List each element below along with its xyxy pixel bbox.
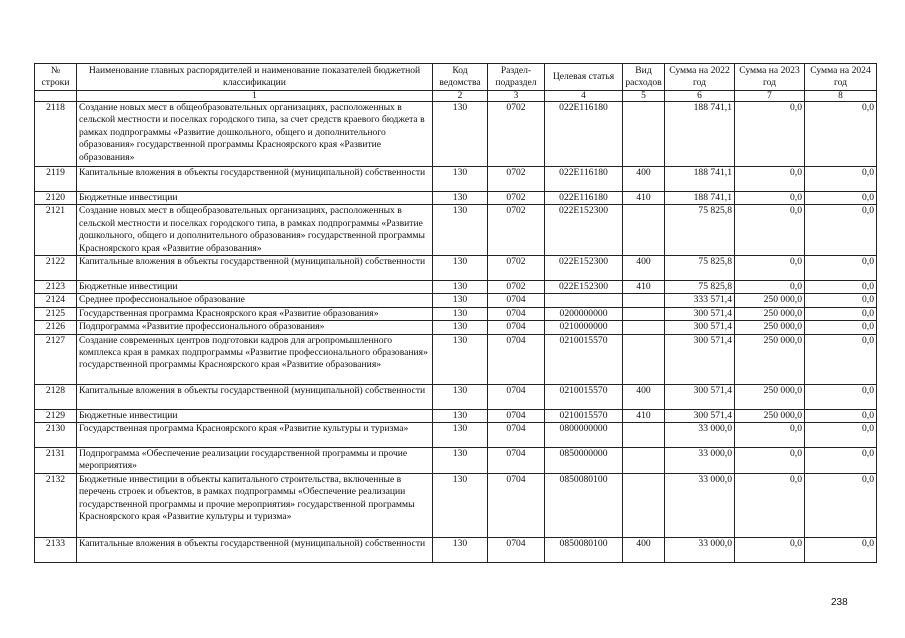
row-expense-type <box>623 102 665 167</box>
row-target-article: 022E152300 <box>545 256 623 281</box>
row-number: 2128 <box>35 384 77 409</box>
column-number-row <box>35 91 877 102</box>
row-sum-2022: 300 571,4 <box>665 307 735 320</box>
row-sum-2023: 250 000,0 <box>735 294 805 307</box>
table-header <box>35 64 877 102</box>
column-number: 6 <box>665 91 735 102</box>
row-sum-2024: 0,0 <box>805 423 877 448</box>
budget-table <box>34 63 877 563</box>
column-number: 2 <box>433 91 488 102</box>
row-number: 2122 <box>35 256 77 281</box>
column-number: 1 <box>77 91 433 102</box>
row-target-article: 022E116180 <box>545 167 623 192</box>
column-number: 5 <box>623 91 665 102</box>
header-dept-code: Код ведомства <box>433 64 488 91</box>
row-sum-2023: 0,0 <box>735 423 805 448</box>
row-name: Бюджетные инвестиции <box>77 192 433 205</box>
row-sum-2023: 0,0 <box>735 448 805 474</box>
row-section: 0704 <box>488 409 545 422</box>
row-sum-2024: 0,0 <box>805 321 877 334</box>
row-sum-2023: 0,0 <box>735 192 805 205</box>
table-row <box>35 537 877 562</box>
row-name: Создание новых мест в общеобразовательных организациях, расположенных в сельской местности и поселках городского типа, в рамках подпрограммы «Развитие дошкольного, общего и дополнительного образования» государственной программы Красноярского края «Развитие образования» <box>77 205 433 256</box>
row-sum-2022: 33 000,0 <box>665 473 735 537</box>
row-number: 2131 <box>35 448 77 474</box>
row-section: 0702 <box>488 192 545 205</box>
row-number: 2126 <box>35 321 77 334</box>
table-row <box>35 448 877 474</box>
header-sum-2022: Сумма на 2022 год <box>665 64 735 91</box>
row-dept-code: 130 <box>433 294 488 307</box>
row-sum-2024: 0,0 <box>805 102 877 167</box>
row-section: 0704 <box>488 307 545 320</box>
table-row <box>35 321 877 334</box>
row-name: Капитальные вложения в объекты государственной (муниципальной) собственности <box>77 167 433 192</box>
header-name: Наименование главных распорядителей и наименование показателей бюджетной классификации <box>77 64 433 91</box>
row-dept-code: 130 <box>433 448 488 474</box>
row-expense-type <box>623 294 665 307</box>
row-target-article: 022E152300 <box>545 205 623 256</box>
header-row <box>35 64 877 91</box>
row-section: 0704 <box>488 537 545 562</box>
header-sum-2024: Сумма на 2024 год <box>805 64 877 91</box>
row-expense-type: 400 <box>623 167 665 192</box>
row-sum-2024: 0,0 <box>805 334 877 384</box>
row-target-article: 022E116180 <box>545 192 623 205</box>
row-section: 0702 <box>488 102 545 167</box>
row-sum-2024: 0,0 <box>805 294 877 307</box>
row-number: 2129 <box>35 409 77 422</box>
row-sum-2022: 300 571,4 <box>665 321 735 334</box>
table-row <box>35 102 877 167</box>
row-number: 2132 <box>35 473 77 537</box>
row-target-article: 022E116180 <box>545 102 623 167</box>
row-name: Капитальные вложения в объекты государственной (муниципальной) собственности <box>77 256 433 281</box>
row-number: 2119 <box>35 167 77 192</box>
row-section: 0702 <box>488 205 545 256</box>
column-number: 8 <box>805 91 877 102</box>
row-sum-2022: 75 825,8 <box>665 256 735 281</box>
row-sum-2023: 250 000,0 <box>735 334 805 384</box>
row-expense-type <box>623 307 665 320</box>
row-dept-code: 130 <box>433 409 488 422</box>
row-name: Бюджетные инвестиции в объекты капитального строительства, включенные в перечень строек и объектов, в рамках подпрограммы «Обеспечение реализации государственной программы и прочие мероприятия» государственной программы Красноярского края «Развитие культуры и туризма» <box>77 473 433 537</box>
table-row <box>35 334 877 384</box>
row-expense-type: 400 <box>623 384 665 409</box>
row-sum-2022: 33 000,0 <box>665 448 735 474</box>
row-number: 2118 <box>35 102 77 167</box>
table-row <box>35 423 877 448</box>
row-sum-2023: 0,0 <box>735 281 805 294</box>
row-sum-2023: 250 000,0 <box>735 307 805 320</box>
row-dept-code: 130 <box>433 256 488 281</box>
row-number: 2120 <box>35 192 77 205</box>
row-dept-code: 130 <box>433 321 488 334</box>
header-section: Раздел-подраздел <box>488 64 545 91</box>
row-dept-code: 130 <box>433 281 488 294</box>
table-row <box>35 256 877 281</box>
row-section: 0704 <box>488 334 545 384</box>
row-expense-type: 400 <box>623 537 665 562</box>
column-number <box>35 91 77 102</box>
table-row <box>35 409 877 422</box>
row-name: Государственная программа Красноярского края «Развитие образования» <box>77 307 433 320</box>
row-target-article: 0210015570 <box>545 334 623 384</box>
row-expense-type <box>623 423 665 448</box>
row-expense-type <box>623 334 665 384</box>
row-name: Государственная программа Красноярского края «Развитие культуры и туризма» <box>77 423 433 448</box>
row-sum-2024: 0,0 <box>805 384 877 409</box>
row-name: Подпрограмма «Обеспечение реализации государственной программы и прочие мероприятия» <box>77 448 433 474</box>
row-section: 0704 <box>488 473 545 537</box>
row-section: 0702 <box>488 256 545 281</box>
row-sum-2023: 250 000,0 <box>735 321 805 334</box>
row-name: Капитальные вложения в объекты государственной (муниципальной) собственности <box>77 537 433 562</box>
header-row-number: № строки <box>35 64 77 91</box>
row-sum-2022: 75 825,8 <box>665 205 735 256</box>
row-target-article: 0800000000 <box>545 423 623 448</box>
column-number: 7 <box>735 91 805 102</box>
row-section: 0704 <box>488 294 545 307</box>
row-dept-code: 130 <box>433 192 488 205</box>
row-name: Подпрограмма «Развитие профессионального образования» <box>77 321 433 334</box>
row-section: 0704 <box>488 321 545 334</box>
row-name: Создание новых мест в общеобразовательных организациях, расположенных в сельской местности и поселках городского типа, за счет средств краевого бюджета в рамках подпрограммы «Развитие дошкольного, общего и дополнительного образования» государственной программы Красноярского края «Развитие образования» <box>77 102 433 167</box>
row-sum-2023: 0,0 <box>735 256 805 281</box>
table-row <box>35 294 877 307</box>
row-target-article: 0850080100 <box>545 537 623 562</box>
table-row <box>35 205 877 256</box>
row-expense-type <box>623 448 665 474</box>
row-target-article: 0850080100 <box>545 473 623 537</box>
header-target-article: Целевая статья <box>545 64 623 91</box>
row-expense-type: 410 <box>623 192 665 205</box>
table-row <box>35 384 877 409</box>
row-sum-2024: 0,0 <box>805 281 877 294</box>
row-sum-2022: 188 741,1 <box>665 102 735 167</box>
table-row <box>35 473 877 537</box>
row-expense-type <box>623 321 665 334</box>
row-target-article: 0850000000 <box>545 448 623 474</box>
row-sum-2022: 75 825,8 <box>665 281 735 294</box>
row-section: 0704 <box>488 423 545 448</box>
row-sum-2024: 0,0 <box>805 307 877 320</box>
row-sum-2024: 0,0 <box>805 167 877 192</box>
row-expense-type: 410 <box>623 409 665 422</box>
row-sum-2022: 188 741,1 <box>665 167 735 192</box>
row-dept-code: 130 <box>433 334 488 384</box>
header-expense-type: Вид расходов <box>623 64 665 91</box>
row-sum-2022: 188 741,1 <box>665 192 735 205</box>
row-number: 2133 <box>35 537 77 562</box>
row-name: Бюджетные инвестиции <box>77 409 433 422</box>
row-section: 0702 <box>488 167 545 192</box>
table-row <box>35 281 877 294</box>
row-dept-code: 130 <box>433 307 488 320</box>
row-dept-code: 130 <box>433 423 488 448</box>
row-sum-2024: 0,0 <box>805 473 877 537</box>
row-expense-type <box>623 473 665 537</box>
row-sum-2024: 0,0 <box>805 537 877 562</box>
row-expense-type <box>623 205 665 256</box>
row-dept-code: 130 <box>433 167 488 192</box>
row-target-article: 0210015570 <box>545 384 623 409</box>
row-name: Капитальные вложения в объекты государственной (муниципальной) собственности <box>77 384 433 409</box>
row-number: 2123 <box>35 281 77 294</box>
row-sum-2022: 300 571,4 <box>665 334 735 384</box>
row-dept-code: 130 <box>433 384 488 409</box>
row-sum-2023: 0,0 <box>735 102 805 167</box>
row-name: Среднее профессиональное образование <box>77 294 433 307</box>
row-dept-code: 130 <box>433 473 488 537</box>
row-dept-code: 130 <box>433 205 488 256</box>
row-section: 0704 <box>488 384 545 409</box>
row-sum-2023: 250 000,0 <box>735 409 805 422</box>
row-expense-type: 400 <box>623 256 665 281</box>
table-row <box>35 167 877 192</box>
header-sum-2023: Сумма на 2023 год <box>735 64 805 91</box>
row-target-article: 0210000000 <box>545 321 623 334</box>
row-number: 2124 <box>35 294 77 307</box>
row-sum-2022: 300 571,4 <box>665 384 735 409</box>
table-row <box>35 192 877 205</box>
row-target-article: 0200000000 <box>545 307 623 320</box>
row-number: 2121 <box>35 205 77 256</box>
row-number: 2125 <box>35 307 77 320</box>
row-sum-2022: 300 571,4 <box>665 409 735 422</box>
row-sum-2022: 33 000,0 <box>665 537 735 562</box>
row-sum-2024: 0,0 <box>805 205 877 256</box>
row-number: 2130 <box>35 423 77 448</box>
row-sum-2024: 0,0 <box>805 409 877 422</box>
row-sum-2023: 0,0 <box>735 537 805 562</box>
row-section: 0702 <box>488 281 545 294</box>
row-sum-2023: 0,0 <box>735 205 805 256</box>
column-number: 3 <box>488 91 545 102</box>
row-target-article: 0210015570 <box>545 409 623 422</box>
row-sum-2023: 250 000,0 <box>735 384 805 409</box>
row-section: 0704 <box>488 448 545 474</box>
row-name: Бюджетные инвестиции <box>77 281 433 294</box>
row-sum-2024: 0,0 <box>805 448 877 474</box>
row-sum-2022: 333 571,4 <box>665 294 735 307</box>
column-number: 4 <box>545 91 623 102</box>
row-dept-code: 130 <box>433 102 488 167</box>
row-dept-code: 130 <box>433 537 488 562</box>
row-name: Создание современных центров подготовки кадров для агропромышленного комплекса края в рамках подпрограммы «Развитие профессионального образования» государственной программы Красноярского края «Развитие образования» <box>77 334 433 384</box>
row-target-article <box>545 294 623 307</box>
row-expense-type: 410 <box>623 281 665 294</box>
row-sum-2022: 33 000,0 <box>665 423 735 448</box>
row-sum-2023: 0,0 <box>735 167 805 192</box>
row-target-article: 022E152300 <box>545 281 623 294</box>
table-body <box>35 102 877 563</box>
row-sum-2024: 0,0 <box>805 256 877 281</box>
row-sum-2023: 0,0 <box>735 473 805 537</box>
page-number: 238 <box>831 597 848 608</box>
table-row <box>35 307 877 320</box>
row-number: 2127 <box>35 334 77 384</box>
row-sum-2024: 0,0 <box>805 192 877 205</box>
